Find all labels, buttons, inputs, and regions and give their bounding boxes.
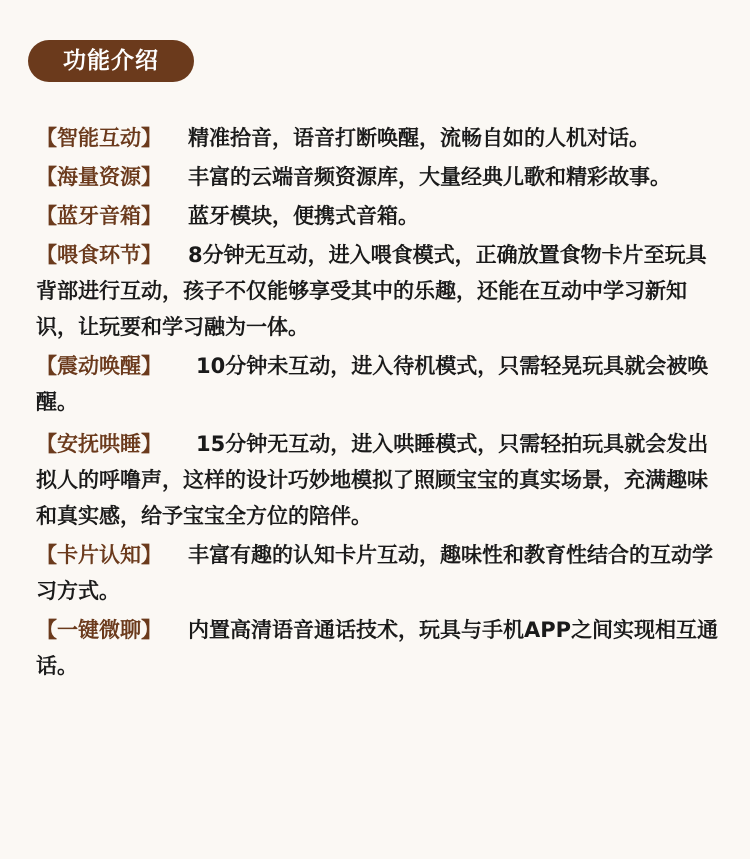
feature-desc: 蓝牙模块，便携式音箱。 [188, 204, 419, 228]
feature-list [36, 120, 726, 687]
feature-desc: 10分钟未互动，进入待机模式，只需轻晃玩具就会被唤醒。 [36, 354, 709, 414]
feature-desc: 丰富的云端音频资源库，大量经典儿歌和精彩故事。 [188, 165, 671, 189]
feature-tag: 【一键微聊】 [36, 618, 162, 642]
feature-tag: 【安抚哄睡】 [36, 432, 162, 456]
feature-desc: 丰富有趣的认知卡片互动，趣味性和教育性结合的互动学习方式。 [36, 543, 713, 603]
feature-item [36, 159, 726, 195]
feature-tag: 【震动唤醒】 [36, 354, 162, 378]
feature-item [36, 612, 726, 684]
feature-tag: 【喂食环节】 [36, 243, 162, 267]
feature-desc: 15分钟无互动，进入哄睡模式，只需轻拍玩具就会发出拟人的呼噜声，这样的设计巧妙地模拟了照顾宝宝的真实场景，充满趣味和真实感，给予宝宝全方位的陪伴。 [36, 432, 709, 528]
feature-desc: 内置高清语音通话技术，玩具与手机APP之间实现相互通话。 [36, 618, 719, 678]
section-title: 功能介绍 [63, 48, 159, 74]
feature-item [36, 348, 726, 420]
feature-item [36, 426, 726, 534]
feature-desc: 精准拾音，语音打断唤醒，流畅自如的人机对话。 [188, 126, 650, 150]
feature-tag: 【海量资源】 [36, 165, 162, 189]
feature-item [36, 198, 726, 234]
section-title-badge [28, 40, 194, 82]
feature-item [36, 237, 726, 345]
feature-item [36, 537, 726, 609]
feature-item [36, 120, 726, 156]
feature-desc: 8分钟无互动，进入喂食模式，正确放置食物卡片至玩具背部进行互动，孩子不仅能够享受其中的乐趣，还能在互动中学习新知识，让玩要和学习融为一体。 [36, 243, 707, 339]
feature-tag: 【蓝牙音箱】 [36, 204, 162, 228]
feature-tag: 【智能互动】 [36, 126, 162, 150]
feature-tag: 【卡片认知】 [36, 543, 162, 567]
